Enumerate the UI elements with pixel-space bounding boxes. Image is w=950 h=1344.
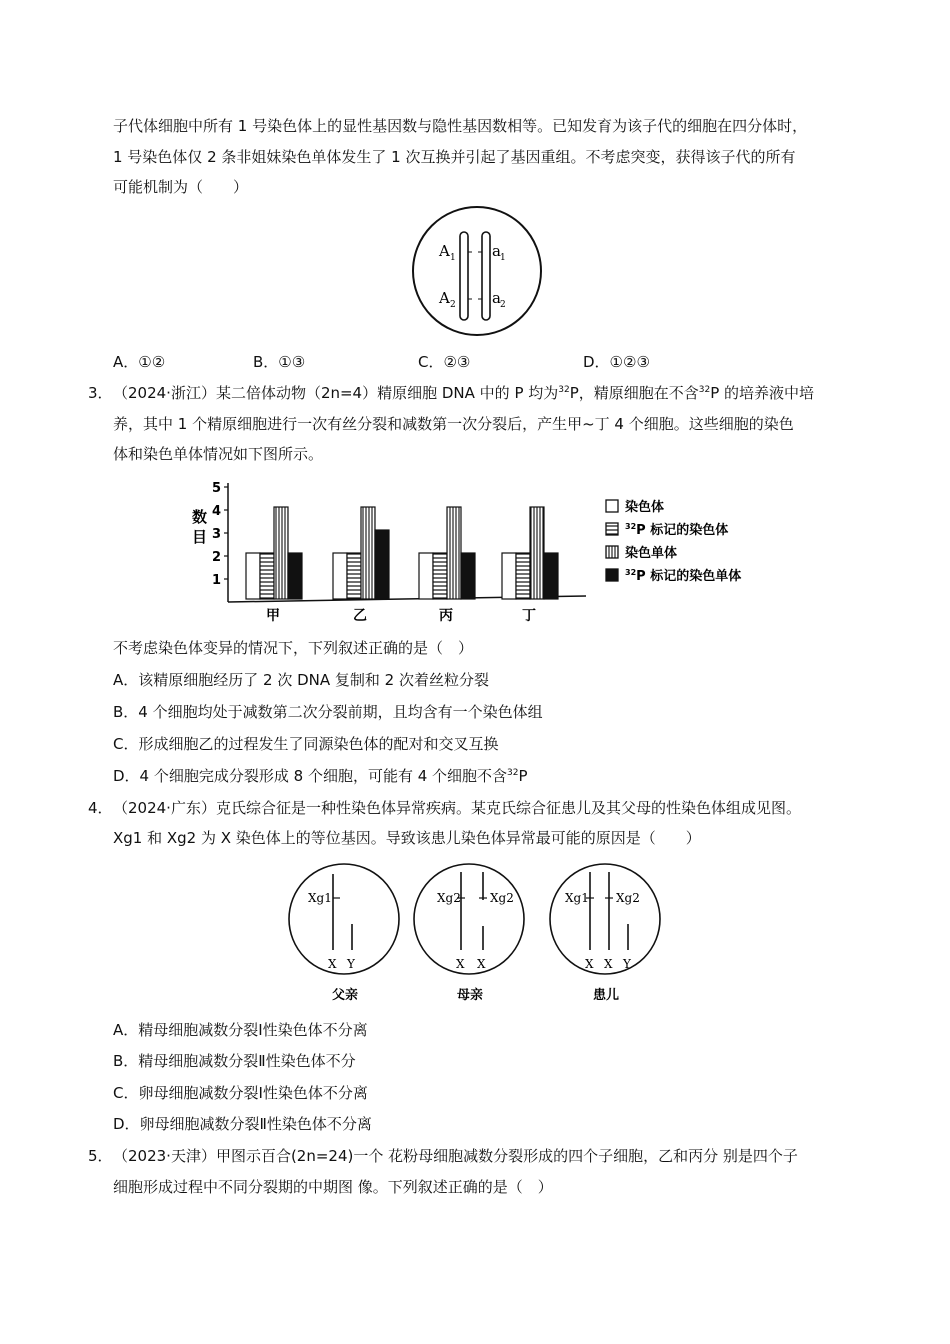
legend-label-labeled-chromosome: $^{32}$P 标记的染色体 [625,522,729,538]
chart-bar [419,553,433,599]
svg-text:X: X [477,957,486,971]
legend-swatch-labeled-chromatid [606,569,618,581]
q2-text-line3: 可能机制为（ ） [113,178,249,196]
q3-option-d[interactable]: D．4 个细胞完成分裂形成 8 个细胞，可能有 4 个细胞不含$^{32}$P [113,767,528,785]
gene-label-A2: A [439,289,450,307]
q3-bar-chart [188,476,768,624]
svg-text:2: 2 [450,300,456,310]
chart-bar [246,553,260,599]
q2-text-line2: 1 号染色体仅 2 条非姐妹染色单体发生了 1 次互换并引起了基因重组。不考虑突变，获得该子代的所有 [113,148,796,166]
chart-ylabel-2: 目 [192,528,208,546]
q5-text-line1: （2023·天津）甲图示百合(2n=24)一个 花粉母细胞减数分裂形成的四个子细胞，乙和丙分 别是四个子 [113,1147,798,1165]
legend-swatch-chromosome [606,500,618,512]
q4-text-line1: （2024·广东）克氏综合征是一种性染色体异常疾病。某克氏综合征患儿及其父母的性染色体组成见图。 [113,799,801,817]
mother-gene-label-1: Xg2 [437,891,461,905]
father-gene-label: Xg1 [308,891,332,905]
q3-option-c[interactable]: C．形成细胞乙的过程发生了同源染色体的配对和交叉互换 [113,735,499,753]
chart-bar [544,553,558,599]
chart-x-tick-label: 丁 [522,608,536,624]
father-cell [289,864,399,974]
svg-text:1: 1 [500,253,506,263]
q2-option-a[interactable]: A．①② [113,353,166,371]
chart-y-tick-label: 4 [212,504,222,519]
chart-x-tick-label: 甲 [266,608,280,624]
svg-text:1: 1 [450,253,456,263]
chart-x-tick-label: 丙 [439,608,453,624]
q4-option-c[interactable]: C．卵母细胞减数分裂Ⅰ性染色体不分离 [113,1084,368,1102]
chart-bar [274,507,288,599]
chart-bar [461,553,475,599]
q2-options [113,351,813,373]
svg-text:2: 2 [500,300,506,310]
q3-number: 3． [88,384,113,402]
q5-number: 5． [88,1147,113,1165]
q4-option-b[interactable]: B．精母细胞减数分裂Ⅱ性染色体不分 [113,1052,356,1070]
q2-text-line1: 子代体细胞中所有 1 号染色体上的显性基因数与隐性基因数相等。已知发育为该子代的细胞在四分体时， [113,117,808,135]
chart-ylabel-1: 数 [192,508,208,526]
q4-option-a[interactable]: A．精母细胞减数分裂Ⅰ性染色体不分离 [113,1021,368,1039]
chart-bar [260,553,274,599]
svg-text:Y: Y [347,957,355,971]
gene-label-a2: a [492,289,501,307]
q3-option-a[interactable]: A．该精原细胞经历了 2 次 DNA 复制和 2 次着丝粒分裂 [113,671,489,689]
svg-text:X: X [604,957,613,971]
svg-text:X: X [456,957,465,971]
chart-y-tick-label: 2 [212,550,222,565]
q2-chromosome-figure [410,204,544,338]
chart-bar [347,553,361,599]
q2-option-c[interactable]: C．②③ [418,353,471,371]
chart-x-tick-label: 乙 [353,608,367,624]
chart-bar [502,553,516,599]
mother-caption: 母亲 [457,988,484,1003]
chart-bar [447,507,461,599]
q3-question: 不考虑染色体变异的情况下，下列叙述正确的是（ ） [113,639,474,657]
legend-label-chromatid: 染色单体 [625,546,678,561]
q3-option-b[interactable]: B．4 个细胞均处于减数第二次分裂前期，且均含有一个染色体组 [113,703,543,721]
q2-option-b[interactable]: B．①③ [253,353,306,371]
child-gene-label-2: Xg2 [616,891,640,905]
chart-bar [433,553,447,599]
mother-cell [414,864,524,974]
q2-option-d[interactable]: D．①②③ [583,353,650,371]
chart-y-tick-label: 5 [212,481,222,496]
gene-label-a1: a [492,242,501,260]
chart-bar [361,507,375,599]
q3-text-line3: 体和染色单体情况如下图所示。 [113,445,324,463]
q3-text-line1: （2024·浙江）某二倍体动物（2n=4）精原细胞 DNA 中的 P 均为$^{32}$P，精原细胞在不含$^{32}$P 的培养液中培 [113,384,815,402]
chart-bar [516,553,530,599]
legend-swatch-labeled-chromosome [606,523,618,535]
legend-label-chromosome: 染色体 [625,500,665,515]
chart-y-tick-label: 1 [212,573,222,588]
q4-option-d[interactable]: D．卵母细胞减数分裂Ⅱ性染色体不分离 [113,1115,372,1133]
chart-legend [606,499,741,584]
q4-number: 4． [88,799,113,817]
q4-sex-chromosome-figure [280,862,670,1007]
child-gene-label-1: Xg1 [565,891,589,905]
child-caption: 患儿 [593,988,620,1003]
svg-text:X: X [585,957,594,971]
chart-bar [288,553,302,599]
svg-text:X: X [328,957,337,971]
legend-label-labeled-chromatid: $^{32}$P 标记的染色单体 [625,568,742,584]
q5-text-line2: 细胞形成过程中不同分裂期的中期图 像。下列叙述正确的是（ ） [113,1178,553,1196]
legend-swatch-chromatid [606,546,618,558]
q4-text-line2: Xg1 和 Xg2 为 X 染色体上的等位基因。导致该患儿染色体异常最可能的原因是（ ） [113,829,701,847]
chart-bar [375,530,389,599]
father-caption: 父亲 [332,988,359,1003]
gene-label-A1: A [439,242,450,260]
chart-bar [333,553,347,599]
chart-y-tick-label: 3 [212,527,222,542]
svg-text:Y: Y [623,957,631,971]
q3-text-line2: 养，其中 1 个精原细胞进行一次有丝分裂和减数第一次分裂后，产生甲~丁 4 个细胞。这些细胞的染色 [113,415,794,433]
chart-bar [530,507,544,599]
mother-gene-label-2: Xg2 [490,891,514,905]
